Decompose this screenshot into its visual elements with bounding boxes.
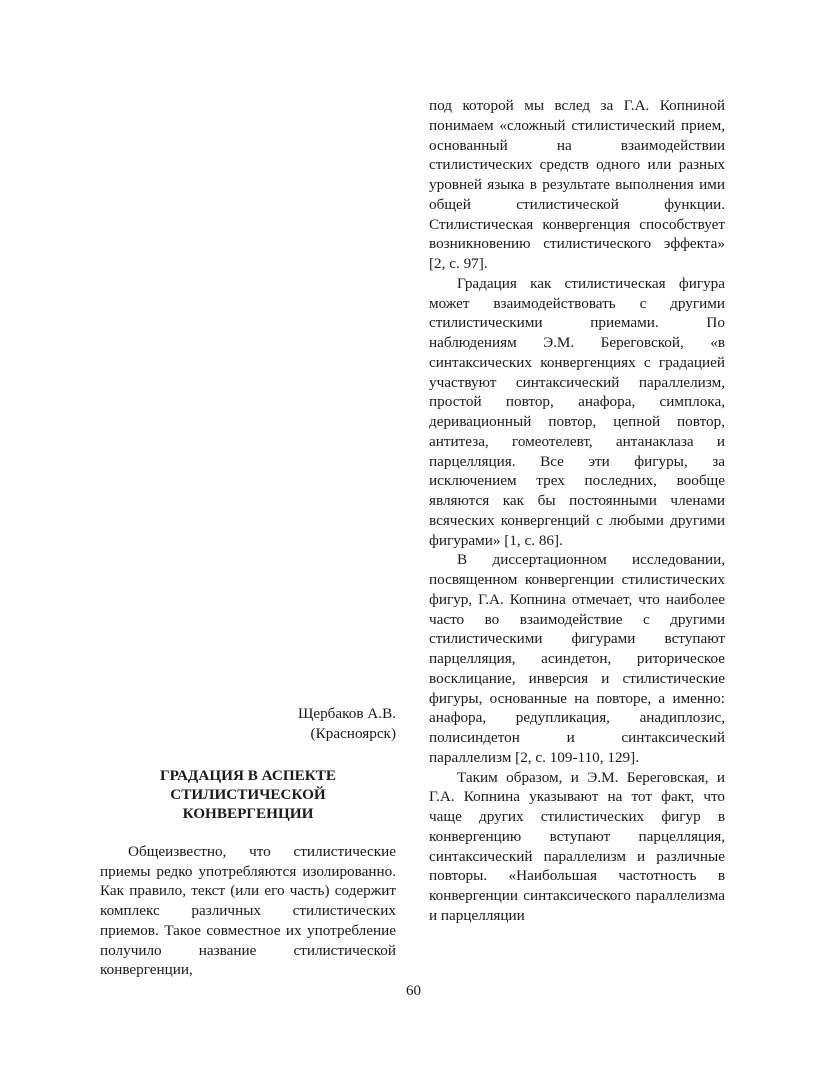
article-title-line-2: СТИЛИСТИЧЕСКОЙ xyxy=(170,785,326,803)
page-number: 60 xyxy=(406,983,421,999)
article-title xyxy=(100,766,396,824)
left-column xyxy=(100,96,396,980)
body-paragraph: Общеизвестно, что стилистические приемы редко употребляются изолированно. Как правило, текст (или его часть) содержит комплекс различных стилистических приемов. Такое совместное их употребление получило название стилистической конвергенции, xyxy=(100,842,396,979)
body-paragraph: Градация как стилистическая фигура может взаимодействовать с другими стилистическими приемами. По наблюдениям Э.М. Береговской, «в синтаксических конвергенциях с градацией участвуют синтаксический параллелизм, простой повтор, анафора, симплока, деривационный повтор, цепной повтор, антитеза, гомеотелевт, антанаклаза и парцелляция. Все эти фигуры, за исключением трех последних, вообще являются как бы постоянными членами всяческих конвергенций с любыми другими фигурами» [1, с. 86]. xyxy=(429,274,725,549)
right-column xyxy=(429,96,725,926)
article-title-line-1: ГРАДАЦИЯ В АСПЕКТЕ xyxy=(159,766,337,784)
body-paragraph-continued: под которой мы вслед за Г.А. Копниной понимаем «сложный стилистический прием, основанный на взаимодействии стилистических средств одного или разных уровней языка в результате выполнения ими общей стилистической функции. Стилистическая конвергенция способствует возникновению стилистического эффекта» [2, с. 97]. xyxy=(429,97,725,272)
article-title-line-3: КОНВЕРГЕНЦИИ xyxy=(182,805,314,823)
author-block xyxy=(100,704,396,744)
text-columns xyxy=(100,96,725,979)
author-city: (Красноярск) xyxy=(310,724,396,742)
column-top-spacer xyxy=(100,96,396,704)
body-paragraph: Таким образом, и Э.М. Береговская, и Г.А. Копнина указывают на тот факт, что чаще других стилистических фигур в конвергенцию вступают парцелляция, синтаксический параллелизм и различные повторы. «Наибольшая частотность в конвергенции синтаксического параллелизма и парцелляции xyxy=(429,768,725,924)
author-name: Щербаков А.В. xyxy=(298,705,396,722)
body-paragraph: В диссертационном исследовании, посвященном конвергенции стилистических фигур, Г.А. Копнина отмечает, что наиболее часто во взаимодействие с другими стилистическими фигурами вступают парцелляция, асиндетон, риторическое восклицание, инверсия и стилистические фигуры, основанные на повторе, а именно: анафора, редупликация, анадиплозис, полисиндетон и синтаксический параллелизм [2, с. 109-110, 129]. xyxy=(429,551,725,766)
